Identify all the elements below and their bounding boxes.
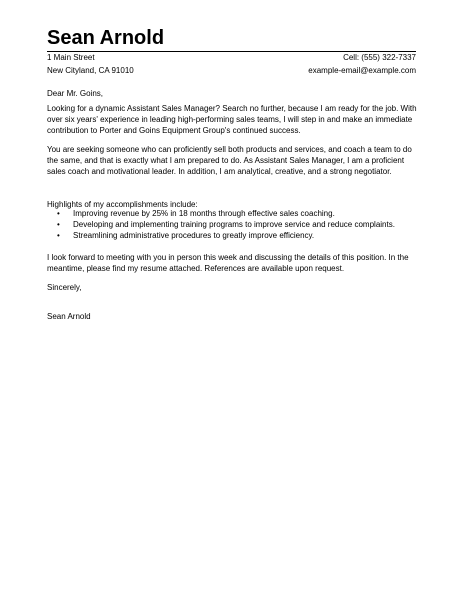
closing-text: Sincerely, [47,283,82,292]
header-divider [47,51,416,52]
email-address: example-email@example.com [308,66,416,75]
closing [47,283,419,294]
paragraph-closing [47,253,419,275]
signature-text: Sean Arnold [47,312,91,321]
highlight-text: Developing and implementing training programs to improve service and reduce complaints. [73,219,395,229]
sender-name: Sean Arnold [47,27,165,49]
highlights-list [47,209,419,241]
salutation [47,89,419,100]
highlight-text: Streamlining administrative procedures to greatly improve efficiency. [73,230,315,240]
address-line-1: 1 Main Street [47,53,95,62]
list-item [47,220,419,231]
highlights-intro-text: Highlights of my accomplishments include: [47,200,198,209]
signature [47,312,419,323]
paragraph-intro [47,104,419,136]
list-item [47,209,419,220]
bullet-icon: • [57,209,60,218]
paragraph-intro-text: Looking for a dynamic Assistant Sales Manager? Search no further, because I am ready for the job. With over six years' experience in leading high-performing sales teams, I will step in and make an immediate contribution to Porter and Goins Equipment Group's continued success. [47,104,417,135]
bullet-icon: • [57,230,60,240]
paragraph-qualifications-text: You are seeking someone who can proficiently sell both products and services, and coach a team to do the same, and that is exactly what I am prepared to do. As Assistant Sales Manager, I am a proficient sales coach and motivational leader. In addition, I am analytical, creative, and a strong negotiator. [47,145,412,176]
bullet-icon: • [57,219,60,229]
paragraph-qualifications [47,145,419,177]
list-item [47,231,419,242]
highlight-text: Improving revenue by 25% in 18 months through effective sales coaching. [73,209,335,218]
phone-number: Cell: (555) 322-7337 [343,53,416,62]
salutation-text: Dear Mr. Goins, [47,89,104,98]
address-line-2: New Cityland, CA 91010 [47,66,134,75]
paragraph-closing-text: I look forward to meeting with you in person this week and discussing the details of this position. In the meantime, please find my resume attached. References are available upon request. [47,253,409,273]
